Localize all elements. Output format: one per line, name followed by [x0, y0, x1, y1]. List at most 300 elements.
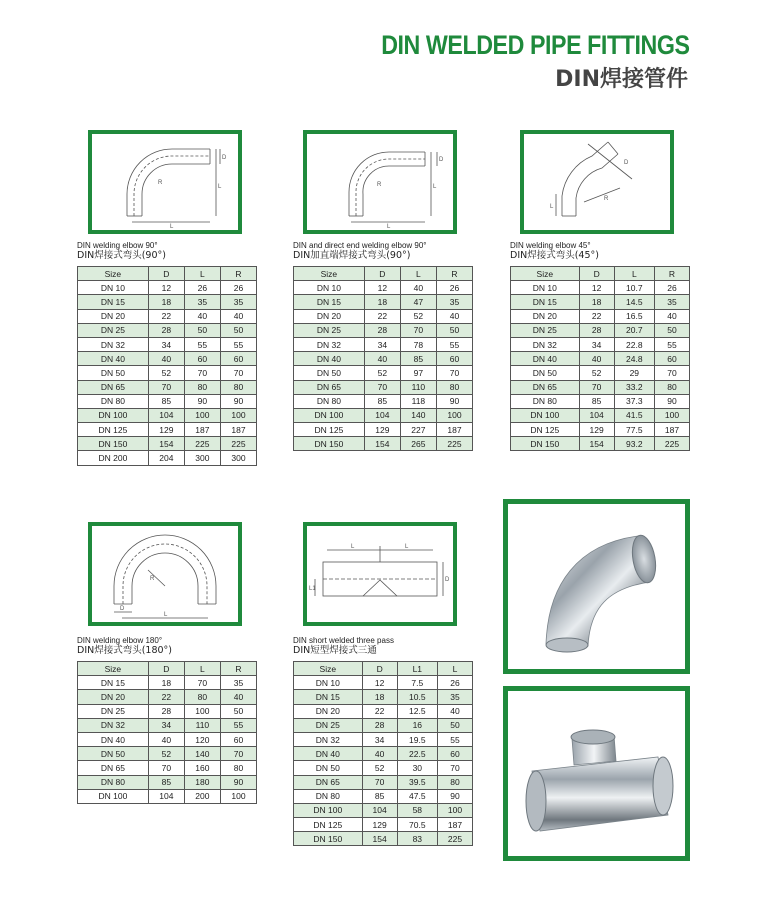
elbow-45-caption-en: DIN welding elbow 45° — [510, 241, 591, 250]
table-cell: 60 — [655, 352, 690, 366]
tee-caption — [293, 636, 394, 656]
column-header: L — [438, 662, 473, 676]
table-row — [511, 337, 690, 351]
svg-text:D: D — [445, 577, 450, 583]
table-cell: DN 100 — [78, 408, 149, 422]
table-row — [511, 437, 690, 451]
table-cell: 100 — [438, 803, 473, 817]
table-row — [78, 789, 257, 803]
table-cell: 20.7 — [614, 323, 654, 337]
table-cell: DN 15 — [78, 295, 149, 309]
table-cell: 104 — [362, 803, 397, 817]
table-cell: 18 — [148, 676, 184, 690]
table-cell: DN 32 — [511, 337, 580, 351]
table-cell: 52 — [364, 366, 400, 380]
table-cell: 14.5 — [614, 295, 654, 309]
table-cell: 70 — [220, 747, 256, 761]
column-header: L — [184, 267, 220, 281]
table-row — [294, 704, 473, 718]
table-cell: DN 25 — [78, 704, 149, 718]
table-cell: 60 — [220, 732, 256, 746]
table-row — [294, 747, 473, 761]
table-row — [78, 352, 257, 366]
table-cell: DN 15 — [511, 295, 580, 309]
table-cell: 50 — [184, 323, 220, 337]
table-cell: 12.5 — [397, 704, 437, 718]
table-cell: 29 — [614, 366, 654, 380]
table-cell: 22 — [579, 309, 614, 323]
column-header: D — [364, 267, 400, 281]
table-cell: 204 — [148, 451, 184, 465]
table-cell: 80 — [436, 380, 472, 394]
table-cell: 140 — [184, 747, 220, 761]
table-cell: 55 — [184, 337, 220, 351]
table-cell: 100 — [184, 408, 220, 422]
table-cell: 18 — [579, 295, 614, 309]
table-cell: 100 — [436, 408, 472, 422]
table-row — [78, 718, 257, 732]
table-cell: DN 125 — [294, 818, 363, 832]
table-cell: 34 — [148, 337, 184, 351]
table-cell: 40 — [148, 352, 184, 366]
elbow-90-caption-cn: DIN焊接式弯头(90°) — [77, 250, 166, 261]
svg-text:D: D — [439, 157, 444, 163]
elbow-45-drawing — [520, 130, 674, 234]
elbow-90-direct-diagram — [307, 134, 453, 230]
table-cell: 34 — [579, 337, 614, 351]
table-row — [78, 323, 257, 337]
table-cell: 26 — [655, 281, 690, 295]
table-cell: 90 — [436, 394, 472, 408]
table-row — [511, 352, 690, 366]
svg-text:R: R — [604, 196, 609, 202]
table-cell: DN 150 — [78, 437, 149, 451]
table-row — [294, 732, 473, 746]
table-cell: 26 — [436, 281, 472, 295]
svg-text:L: L — [550, 204, 554, 210]
table-cell: 50 — [436, 323, 472, 337]
svg-text:L: L — [405, 544, 409, 550]
table-row — [294, 690, 473, 704]
table-cell: DN 32 — [294, 732, 363, 746]
table-cell: 12 — [364, 281, 400, 295]
table-cell: DN 20 — [78, 690, 149, 704]
tee-photo-image — [508, 691, 685, 856]
table-cell: 28 — [362, 718, 397, 732]
table-cell: DN 10 — [294, 676, 363, 690]
table-row — [294, 676, 473, 690]
svg-text:L: L — [170, 224, 174, 230]
table-row — [294, 295, 473, 309]
table-cell: DN 32 — [294, 337, 365, 351]
table-cell: DN 15 — [294, 295, 365, 309]
table-cell: 70 — [579, 380, 614, 394]
table-cell: 70.5 — [397, 818, 437, 832]
table-cell: 22 — [148, 690, 184, 704]
table-cell: 34 — [148, 718, 184, 732]
column-header: D — [362, 662, 397, 676]
svg-text:L1: L1 — [309, 586, 316, 592]
table-cell: DN 20 — [294, 309, 365, 323]
table-row — [294, 761, 473, 775]
table-cell: 12 — [362, 676, 397, 690]
table-cell: 26 — [184, 281, 220, 295]
table-cell: 22 — [364, 309, 400, 323]
table-cell: DN 10 — [78, 281, 149, 295]
elbow-180-diagram — [92, 526, 238, 622]
table-cell: 100 — [220, 408, 256, 422]
table-row — [294, 832, 473, 846]
table-cell: 110 — [184, 718, 220, 732]
table-row — [78, 281, 257, 295]
table-cell: 52 — [148, 366, 184, 380]
table-header-row — [511, 267, 690, 281]
svg-text:L: L — [218, 184, 222, 190]
table-cell: 40 — [362, 747, 397, 761]
table-cell: DN 65 — [78, 380, 149, 394]
table-cell: DN 25 — [294, 718, 363, 732]
table-row — [294, 718, 473, 732]
table-cell: 140 — [400, 408, 436, 422]
table-cell: 28 — [579, 323, 614, 337]
table-cell: DN 32 — [78, 718, 149, 732]
table-row — [78, 437, 257, 451]
elbow-90-direct-table — [293, 266, 473, 451]
table-cell: 35 — [220, 676, 256, 690]
page-title: DIN WELDED PIPE FITTINGS — [381, 30, 690, 60]
elbow-photo-image — [508, 504, 685, 669]
table-cell: DN 100 — [294, 803, 363, 817]
table-cell: 104 — [364, 408, 400, 422]
elbow-90-caption — [77, 241, 166, 261]
table-cell: 55 — [220, 718, 256, 732]
table-cell: 40 — [579, 352, 614, 366]
elbow-90-direct-caption-cn: DIN加直端焊接式弯头(90°) — [293, 250, 411, 261]
table-row — [294, 818, 473, 832]
table-cell: 55 — [438, 732, 473, 746]
svg-text:L: L — [433, 184, 437, 190]
table-cell: 55 — [220, 337, 256, 351]
table-cell: 85 — [148, 394, 184, 408]
table-cell: DN 50 — [294, 366, 365, 380]
table-cell: 52 — [579, 366, 614, 380]
elbow-45-caption — [510, 241, 599, 261]
svg-text:D: D — [120, 606, 125, 612]
svg-text:D: D — [624, 160, 629, 166]
tee-photo — [503, 686, 690, 861]
table-cell: 187 — [438, 818, 473, 832]
table-row — [511, 394, 690, 408]
table-cell: 70 — [436, 366, 472, 380]
table-cell: 52 — [148, 747, 184, 761]
table-cell: 129 — [364, 423, 400, 437]
elbow-90-direct-drawing — [303, 130, 457, 234]
table-cell: 10.5 — [397, 690, 437, 704]
column-header: R — [220, 267, 256, 281]
table-row — [294, 309, 473, 323]
table-cell: DN 125 — [511, 423, 580, 437]
table-row — [78, 775, 257, 789]
table-cell: 33.2 — [614, 380, 654, 394]
table-cell: 100 — [655, 408, 690, 422]
table-cell: DN 25 — [511, 323, 580, 337]
table-row — [78, 380, 257, 394]
table-cell: 50 — [220, 704, 256, 718]
table-row — [511, 295, 690, 309]
column-header: D — [148, 662, 184, 676]
table-cell: DN 50 — [511, 366, 580, 380]
table-cell: 77.5 — [614, 423, 654, 437]
table-cell: 93.2 — [614, 437, 654, 451]
table-cell: 225 — [438, 832, 473, 846]
table-cell: 85 — [364, 394, 400, 408]
table-cell: 40 — [438, 704, 473, 718]
table-cell: 16.5 — [614, 309, 654, 323]
table-row — [78, 732, 257, 746]
table-cell: 154 — [362, 832, 397, 846]
table-cell: 154 — [148, 437, 184, 451]
table-cell: 60 — [438, 747, 473, 761]
table-cell: 55 — [655, 337, 690, 351]
table-cell: 110 — [400, 380, 436, 394]
table-cell: 120 — [184, 732, 220, 746]
table-cell: 40 — [436, 309, 472, 323]
table-cell: 300 — [220, 451, 256, 465]
tee-caption-en: DIN short welded three pass — [293, 636, 394, 645]
column-header: D — [579, 267, 614, 281]
table-cell: 22.8 — [614, 337, 654, 351]
table-row — [78, 408, 257, 422]
table-cell: 80 — [438, 775, 473, 789]
table-cell: 104 — [148, 789, 184, 803]
table-cell: DN 65 — [511, 380, 580, 394]
table-cell: 80 — [184, 690, 220, 704]
table-cell: DN 32 — [78, 337, 149, 351]
table-cell: 52 — [362, 761, 397, 775]
svg-text:L: L — [164, 612, 168, 618]
table-cell: 7.5 — [397, 676, 437, 690]
table-cell: 70 — [400, 323, 436, 337]
table-cell: DN 20 — [78, 309, 149, 323]
column-header: L — [184, 662, 220, 676]
table-cell: 70 — [220, 366, 256, 380]
page-subtitle-cn: DIN焊接管件 — [555, 67, 688, 92]
table-cell: DN 50 — [294, 761, 363, 775]
table-cell: 90 — [655, 394, 690, 408]
table-cell: 30 — [397, 761, 437, 775]
table-cell: 70 — [148, 761, 184, 775]
table-cell: 78 — [400, 337, 436, 351]
table-row — [294, 323, 473, 337]
table-cell: 26 — [438, 676, 473, 690]
elbow-180-caption-cn: DIN焊接式弯头(180°) — [77, 645, 173, 656]
table-cell: 85 — [362, 789, 397, 803]
column-header: Size — [511, 267, 580, 281]
table-cell: 47.5 — [397, 789, 437, 803]
elbow-90-direct-caption-en: DIN and direct end welding elbow 90° — [293, 241, 427, 250]
elbow-180-caption — [77, 636, 172, 656]
table-cell: DN 50 — [78, 747, 149, 761]
table-cell: 225 — [436, 437, 472, 451]
table-cell: 187 — [436, 423, 472, 437]
table-cell: 70 — [362, 775, 397, 789]
table-cell: 85 — [400, 352, 436, 366]
table-cell: DN 20 — [294, 704, 363, 718]
table-cell: DN 25 — [78, 323, 149, 337]
svg-text:R: R — [377, 182, 382, 188]
table-row — [294, 337, 473, 351]
table-cell: 90 — [220, 775, 256, 789]
column-header: Size — [294, 267, 365, 281]
table-cell: 154 — [364, 437, 400, 451]
table-cell: 97 — [400, 366, 436, 380]
table-cell: DN 100 — [511, 408, 580, 422]
table-cell: 70 — [148, 380, 184, 394]
table-cell: 90 — [438, 789, 473, 803]
table-cell: 35 — [436, 295, 472, 309]
table-cell: 10.7 — [614, 281, 654, 295]
table-cell: 58 — [397, 803, 437, 817]
table-cell: 16 — [397, 718, 437, 732]
table-cell: 70 — [364, 380, 400, 394]
table-cell: 80 — [220, 380, 256, 394]
tee-table — [293, 661, 473, 846]
svg-text:L: L — [351, 544, 355, 550]
table-cell: DN 65 — [294, 380, 365, 394]
table-cell: 22 — [362, 704, 397, 718]
table-cell: DN 100 — [78, 789, 149, 803]
svg-text:L: L — [387, 224, 391, 230]
table-cell: 40 — [400, 281, 436, 295]
table-cell: 55 — [436, 337, 472, 351]
table-cell: DN 65 — [78, 761, 149, 775]
table-cell: 60 — [436, 352, 472, 366]
column-header: L1 — [397, 662, 437, 676]
table-header-row — [78, 662, 257, 676]
table-cell: DN 40 — [294, 352, 365, 366]
table-cell: 50 — [655, 323, 690, 337]
table-cell: DN 80 — [78, 394, 149, 408]
table-cell: 18 — [364, 295, 400, 309]
table-cell: 39.5 — [397, 775, 437, 789]
table-row — [78, 337, 257, 351]
table-cell: 34 — [364, 337, 400, 351]
table-cell: 200 — [184, 789, 220, 803]
table-cell: 187 — [184, 423, 220, 437]
table-cell: 225 — [655, 437, 690, 451]
table-cell: 70 — [184, 366, 220, 380]
table-row — [78, 704, 257, 718]
tee-diagram — [307, 526, 453, 622]
table-cell: 40 — [184, 309, 220, 323]
table-cell: DN 125 — [294, 423, 365, 437]
table-cell: 18 — [362, 690, 397, 704]
table-cell: 60 — [184, 352, 220, 366]
table-cell: 34 — [362, 732, 397, 746]
table-row — [294, 789, 473, 803]
table-row — [294, 352, 473, 366]
table-cell: 12 — [579, 281, 614, 295]
elbow-180-caption-en: DIN welding elbow 180° — [77, 636, 163, 645]
svg-text:R: R — [150, 576, 155, 582]
table-cell: 129 — [148, 423, 184, 437]
tee-drawing — [303, 522, 457, 626]
table-cell: 22 — [148, 309, 184, 323]
column-header: D — [148, 267, 184, 281]
table-cell: 40 — [220, 309, 256, 323]
table-cell: DN 15 — [78, 676, 149, 690]
table-row — [294, 408, 473, 422]
table-cell: 35 — [438, 690, 473, 704]
table-cell: 265 — [400, 437, 436, 451]
table-cell: DN 200 — [78, 451, 149, 465]
table-row — [294, 366, 473, 380]
table-cell: 60 — [220, 352, 256, 366]
elbow-90-direct-caption — [293, 241, 427, 261]
table-cell: DN 40 — [294, 747, 363, 761]
table-cell: 70 — [184, 676, 220, 690]
table-cell: 28 — [148, 323, 184, 337]
column-header: R — [436, 267, 472, 281]
table-cell: 41.5 — [614, 408, 654, 422]
table-cell: DN 150 — [294, 437, 365, 451]
svg-text:R: R — [158, 180, 163, 186]
table-cell: 37.3 — [614, 394, 654, 408]
elbow-photo — [503, 499, 690, 674]
table-cell: 35 — [184, 295, 220, 309]
table-cell: DN 10 — [294, 281, 365, 295]
table-header-row — [294, 662, 473, 676]
table-row — [511, 423, 690, 437]
table-cell: 28 — [148, 704, 184, 718]
elbow-45-diagram — [524, 134, 670, 230]
table-cell: DN 65 — [294, 775, 363, 789]
table-cell: 22.5 — [397, 747, 437, 761]
table-cell: 26 — [220, 281, 256, 295]
table-cell: DN 80 — [78, 775, 149, 789]
table-cell: DN 40 — [78, 352, 149, 366]
column-header: Size — [78, 267, 149, 281]
table-cell: 83 — [397, 832, 437, 846]
table-cell: 129 — [579, 423, 614, 437]
table-cell: 24.8 — [614, 352, 654, 366]
table-cell: 85 — [579, 394, 614, 408]
table-cell: DN 80 — [294, 789, 363, 803]
table-cell: DN 125 — [78, 423, 149, 437]
table-cell: 80 — [655, 380, 690, 394]
table-row — [78, 676, 257, 690]
table-cell: 40 — [220, 690, 256, 704]
table-row — [294, 380, 473, 394]
table-cell: 85 — [148, 775, 184, 789]
table-row — [294, 775, 473, 789]
table-cell: 52 — [400, 309, 436, 323]
table-cell: 12 — [148, 281, 184, 295]
table-cell: 40 — [148, 732, 184, 746]
elbow-180-drawing — [88, 522, 242, 626]
table-row — [78, 394, 257, 408]
table-cell: 227 — [400, 423, 436, 437]
table-cell: 160 — [184, 761, 220, 775]
table-cell: DN 20 — [511, 309, 580, 323]
table-row — [294, 803, 473, 817]
table-cell: 90 — [184, 394, 220, 408]
table-cell: DN 150 — [294, 832, 363, 846]
column-header: Size — [294, 662, 363, 676]
tee-caption-cn: DIN短型焊接式三通 — [293, 645, 377, 656]
table-row — [511, 366, 690, 380]
table-cell: DN 40 — [78, 732, 149, 746]
